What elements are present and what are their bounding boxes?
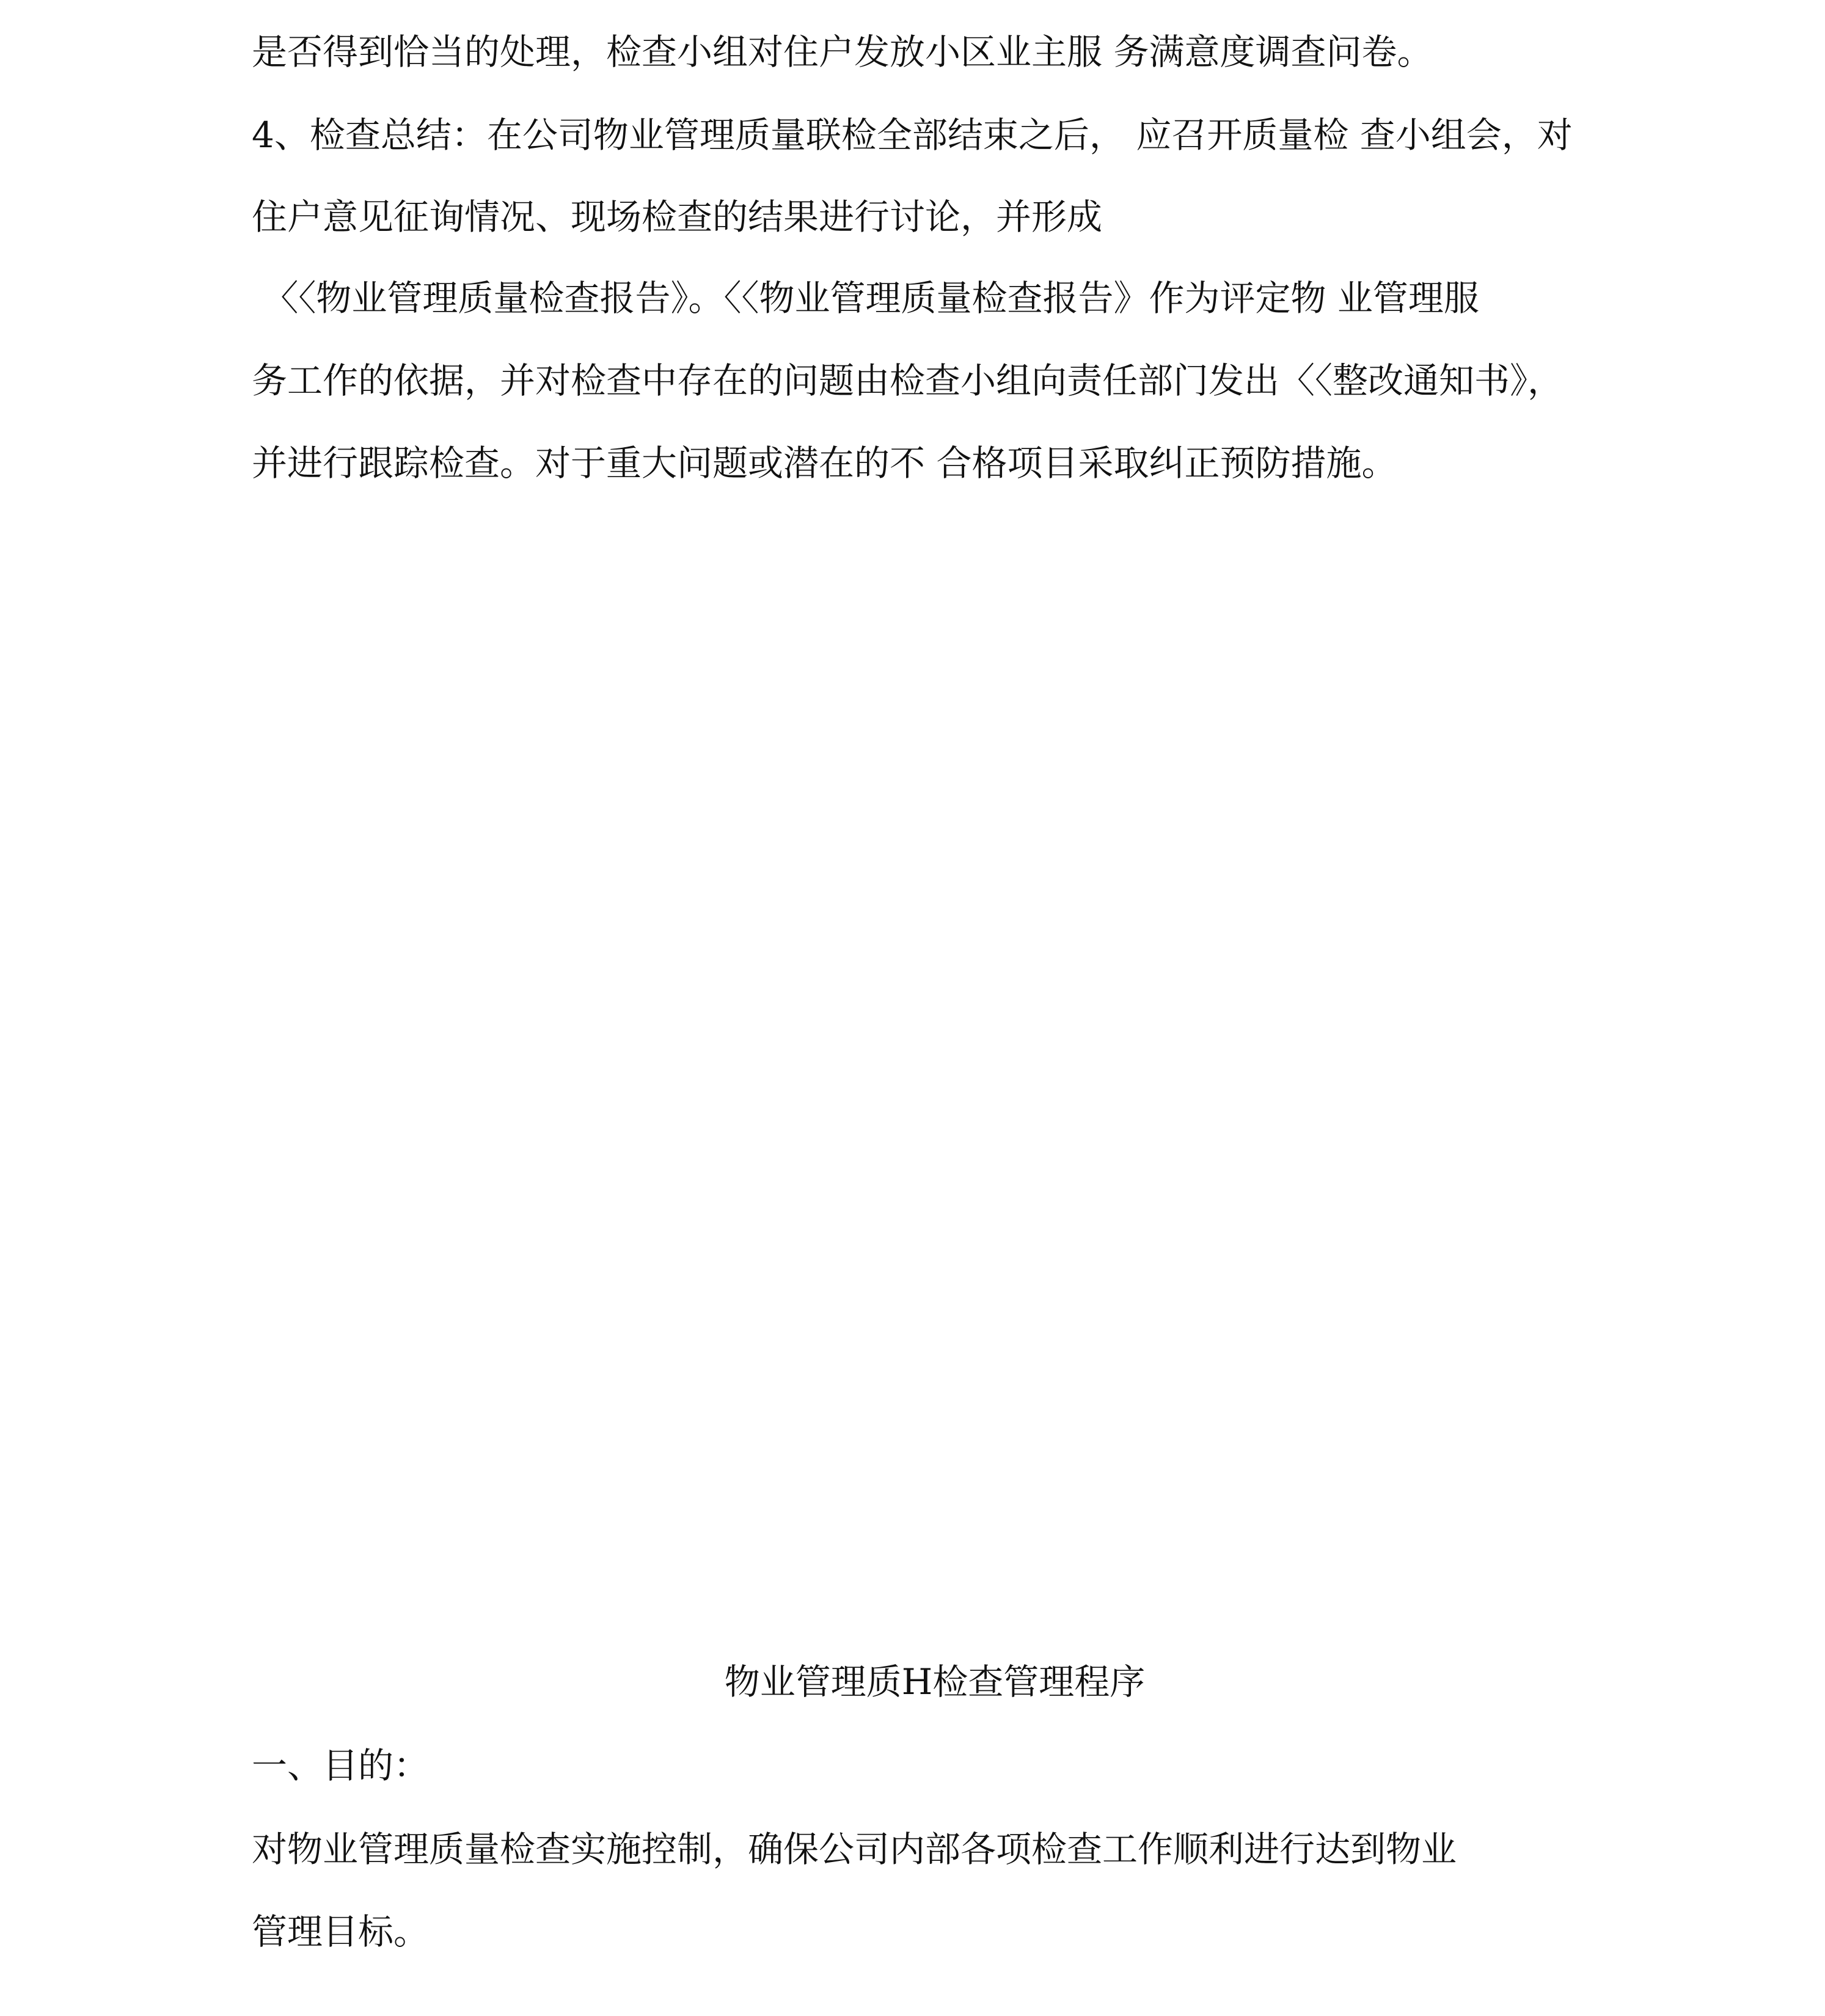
paragraph-line: 务工作的依据，并对检查中存在的问题由检查小组向责任部门发出〈〈整改通知书》，: [252, 360, 1564, 401]
paragraph-line: 〈〈物业管理质量检查报告》。〈〈物业管理质量检查报告》作为评定物 业管理服: [252, 277, 1479, 319]
paragraph-line: 是否得到恰当的处理，检查小组对住户发放小区业主服 务满意度调查问卷。: [252, 31, 1433, 73]
paragraph-line: 对物业管理质量检查实施控制，确保公司内部各项检查工作顺利进行达到物业: [252, 1828, 1457, 1870]
section-title: 物业管理质H检查管理程序: [724, 1661, 1146, 1703]
paragraph-line: 管理目标。: [252, 1911, 430, 1952]
paragraph-line: 住户意见征询情况、现场检查的结果进行讨论，并形成: [252, 196, 1103, 238]
paragraph-line: 4、检查总结：在公司物业管理质量联检全部结束之后， 应召开质量检 查小组会，对: [252, 114, 1573, 156]
section-heading: 一、目的：: [252, 1745, 430, 1786]
paragraph-line: 并进行跟踪检查。对于重大问题或潜在的不 合格项目采取纠正预防措施。: [252, 442, 1397, 484]
